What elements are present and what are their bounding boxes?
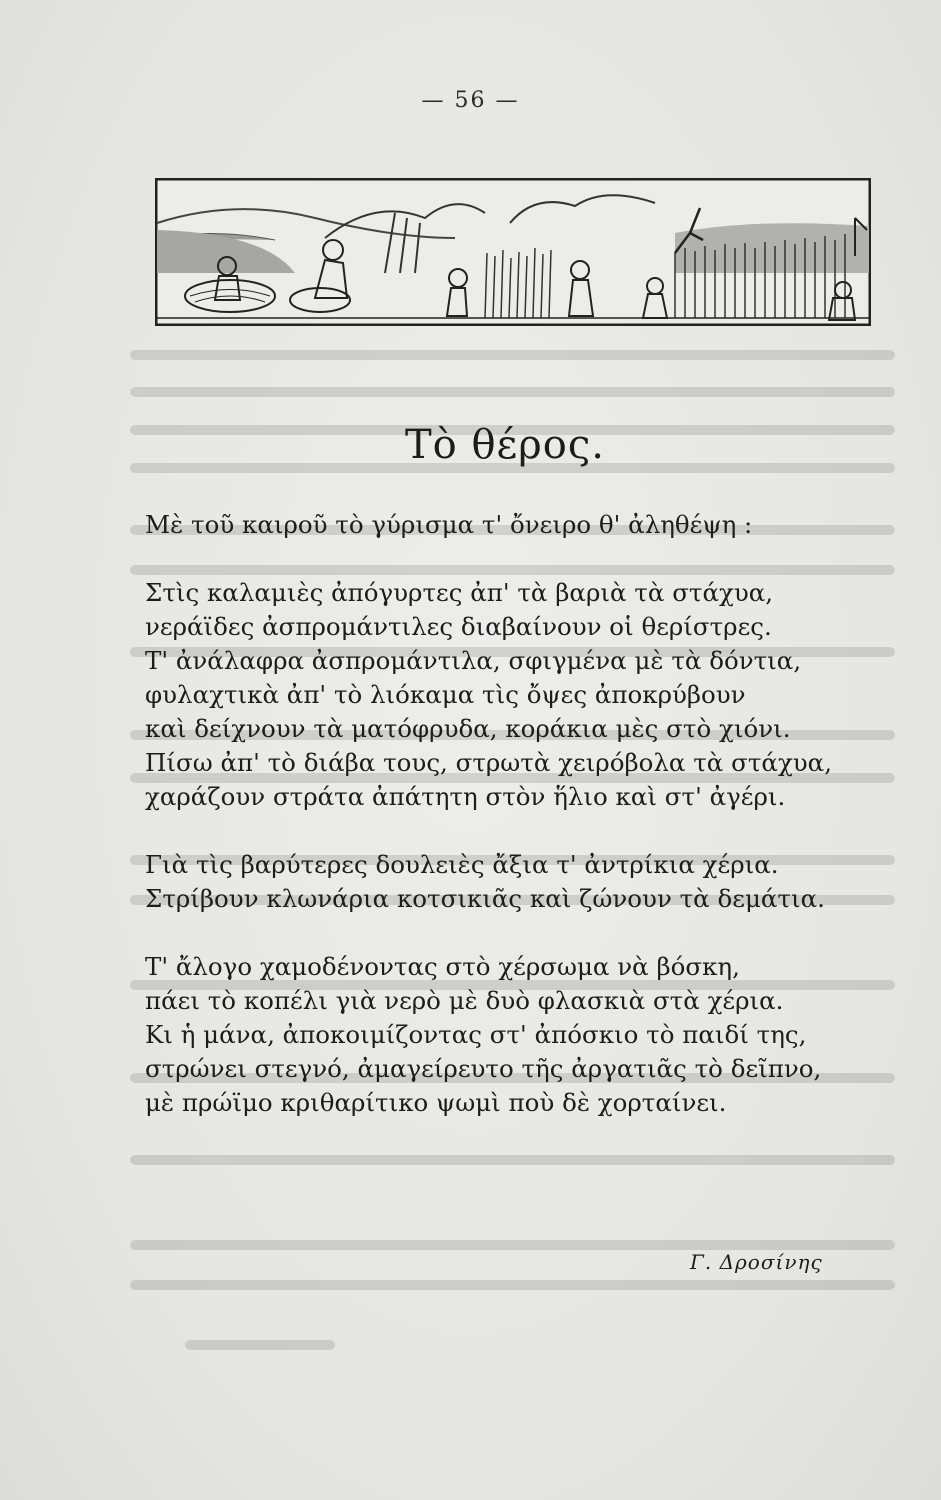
poem-line: Πίσω ἀπ' τὸ διάβα τους, στρωτὰ χειρόβολα τὰ στάχυα, (145, 748, 833, 777)
poem-line: Γιὰ τὶς βαρύτερες δουλειὲς ἄξια τ' ἀντρίκια χέρια. (145, 850, 779, 879)
poem-line: Τ' ἄλογο χαμοδένοντας στὸ χέρσωμα νὰ βόσκη, (145, 952, 740, 981)
poem-line: Στὶς καλαμιὲς ἀπόγυρτες ἀπ' τὰ βαριὰ τὰ στάχυα, (145, 578, 774, 607)
stanza-break (145, 542, 895, 576)
poem-line: φυλαχτικὰ ἀπ' τὸ λιόκαμα τὶς ὄψες ἀποκρύβουν (145, 680, 746, 709)
poem-line: καὶ δείχνουν τὰ ματόφρυδα, κοράκια μὲς στὸ χιόνι. (145, 714, 791, 743)
poem-line: Τ' ἀνάλαφρα ἀσπρομάντιλα, σφιγμένα μὲ τὰ δόντια, (145, 646, 802, 675)
poem-line: πάει τὸ κοπέλι γιὰ νερὸ μὲ δυὸ φλασκιὰ στὰ χέρια. (145, 986, 784, 1015)
poem-line: Μὲ τοῦ καιροῦ τὸ γύρισμα τ' ὄνειρο θ' ἀληθέψη : (145, 510, 753, 539)
poem-line: μὲ πρώϊμο κριθαρίτικο ψωμὶ ποὺ δὲ χορταίνει. (145, 1088, 727, 1117)
poem-title: Τὸ θέρος. (405, 422, 605, 468)
poem-line: στρώνει στεγνό, ἀμαγείρευτο τῆς ἀργατιᾶς τὸ δεῖπνο, (145, 1054, 822, 1083)
poem-line: Κι ἡ μάνα, ἀποκοιμίζοντας στ' ἀπόσκιο τὸ παιδί της, (145, 1020, 807, 1049)
poem-line: Στρίβουν κλωνάρια κοτσικιᾶς καὶ ζώνουν τὰ δεμάτια. (145, 884, 825, 913)
poem-line: νεράϊδες ἀσπρομάντιλες διαβαίνουν οἱ θερίστρες. (145, 612, 772, 641)
page-number: — 56 — (421, 88, 520, 113)
harvest-illustration (155, 178, 871, 326)
poem-line: χαράζουν στράτα ἀπάτητη στὸν ἥλιο καὶ στ' ἀγέρι. (145, 782, 786, 811)
author-signature: Γ. Δροσίνης (690, 1250, 823, 1274)
stanza-break (145, 814, 895, 848)
poem-body (145, 508, 895, 1120)
stanza-break (145, 916, 895, 950)
